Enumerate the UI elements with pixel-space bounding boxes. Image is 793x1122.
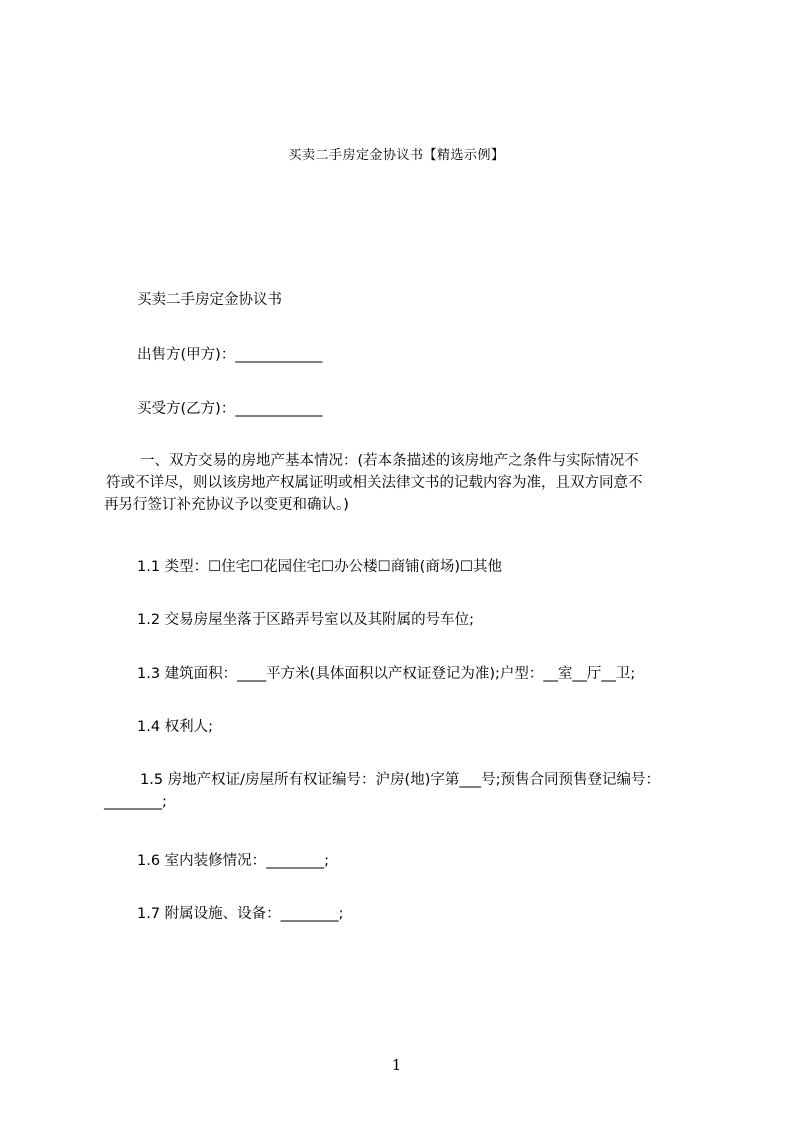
item-1-5-line-2: ________; [104,794,167,810]
item-1-5-paragraph [104,769,660,813]
section-1-line-1: 一、双方交易的房地产基本情况：(若本条描述的该房地产之条件与实际情况不 [140,453,639,469]
seller-line: 出售方(甲方)：____________ [137,347,323,363]
item-1-3-area: 1.3 建筑面积：____平方米(具体面积以产权证登记为准);户型：__室__厅__卫; [137,666,636,682]
agreement-subtitle: 买卖二手房定金协议书 [137,292,282,308]
section-1-line-2: 符或不详尽，则以该房地产权属证明或相关法律文书的记载内容为准，且双方同意不 [106,475,643,491]
item-1-7-facilities: 1.7 附属设施、设备：________; [137,906,344,922]
item-1-5-line-1: 1.5 房地产权证/房屋所有权证编号：沪房(地)字第___号;预售合同预售登记编号： [140,772,661,788]
section-1-line-3: 再另行签订补充协议予以变更和确认。) [104,497,349,513]
item-1-1-type: 1.1 类型：☐住宅☐花园住宅☐办公楼☐商铺(商场)☐其他 [137,559,502,575]
page-number: 1 [391,1056,402,1074]
document-title: 买卖二手房定金协议书【精选示例】 [288,148,505,163]
section-1-paragraph [104,450,643,516]
buyer-line: 买受方(乙方)：____________ [137,401,323,417]
item-1-4-owner: 1.4 权利人; [137,719,214,735]
item-1-2-location: 1.2 交易房屋坐落于区路弄号室以及其附属的号车位; [137,612,475,628]
item-1-6-decoration: 1.6 室内装修情况：________; [137,853,330,869]
